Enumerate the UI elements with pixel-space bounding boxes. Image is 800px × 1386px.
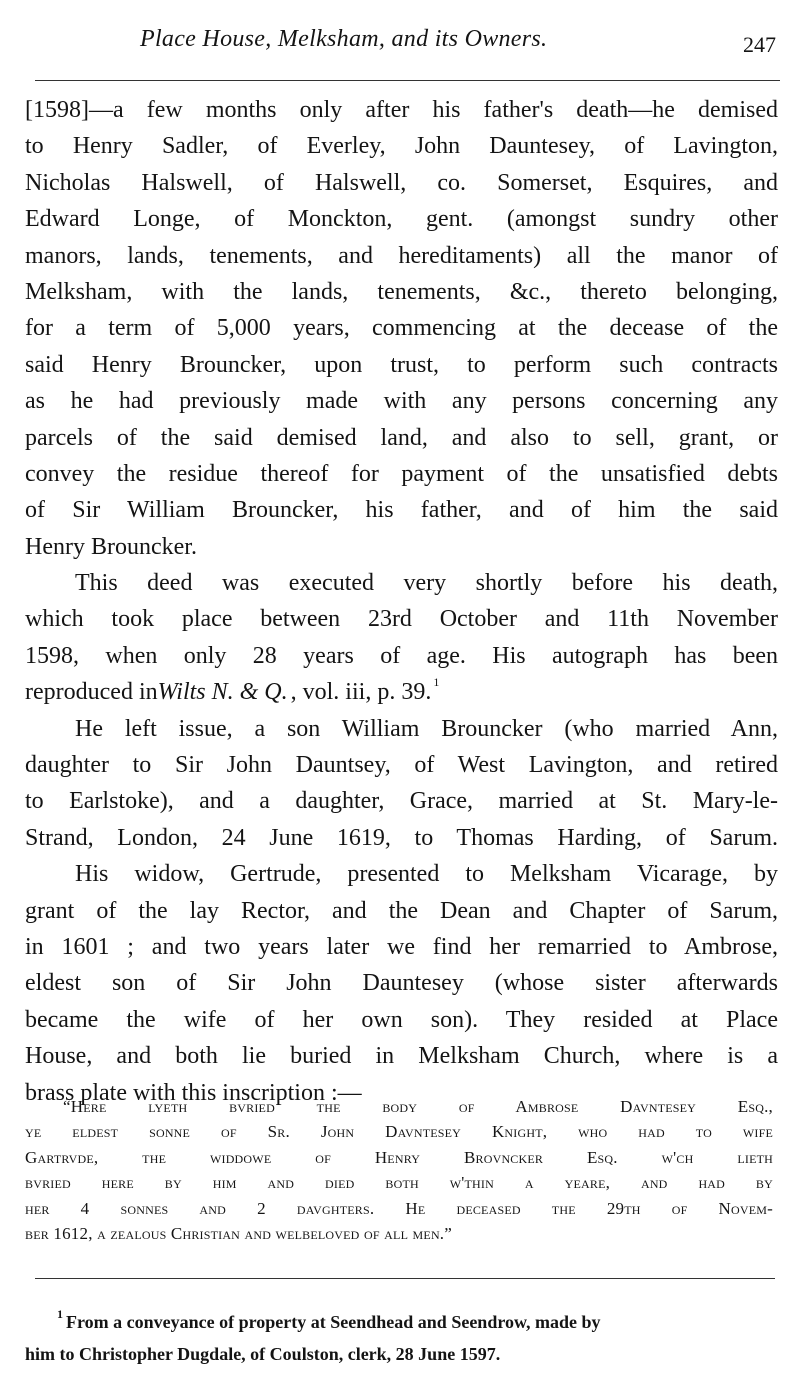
footnote-line xyxy=(25,1306,767,1338)
running-header xyxy=(0,22,800,62)
footnote-rule xyxy=(35,1278,775,1279)
text-line: House, and both lie buried in Melksham Church, where is a xyxy=(25,1043,778,1070)
footnote xyxy=(25,1306,767,1370)
paragraph-1 xyxy=(25,92,778,565)
text-line: Strand, London, 24 June 1619, to Thomas Harding, of Sarum. xyxy=(25,824,778,851)
text-line: This deed was executed very shortly before his death, xyxy=(75,570,778,597)
text-line: to Earlstoke), and a daughter, Grace, married at St. Mary-le- xyxy=(25,788,778,815)
text-line: Henry Brouncker. xyxy=(25,533,197,560)
text-line: brass plate with this inscription :— xyxy=(25,1079,362,1106)
text-line: convey the residue thereof for payment of the unsatisfied debts xyxy=(25,460,778,487)
text-line: 1598, when only 28 years of age. His autograph has been xyxy=(25,642,778,669)
body-text xyxy=(25,92,778,1111)
inscription-line: “Here lyeth bvried the body of Ambrose Davntesey Esq., xyxy=(63,1097,773,1116)
text-line: became the wife of her own son). They resided at Place xyxy=(25,1006,778,1033)
text-line: for a term of 5,000 years, commencing at the decease of the xyxy=(25,315,778,342)
paragraph-2 xyxy=(25,565,778,711)
running-title: Place House, Melksham, and its Owners. xyxy=(140,26,548,52)
inscription-line: bvried here by him and died both w'thin a yeare, and had by xyxy=(25,1173,773,1193)
inscription-line: her 4 sonnes and 2 davghters. He deceased the 29th of Novem- xyxy=(25,1198,773,1218)
footnote-line: him to Christopher Dugdale, of Coulston, clerk, 28 June 1597. xyxy=(25,1344,501,1364)
text-line: parcels of the said demised land, and also to sell, grant, or xyxy=(25,424,778,451)
text-line: of Sir William Brouncker, his father, and of him the said xyxy=(25,497,778,524)
text-line-with-citation xyxy=(25,674,778,710)
text-line: His widow, Gertrude, presented to Melksham Vicarage, by xyxy=(75,861,778,888)
journal-title: Wilts N. & Q. xyxy=(157,679,288,706)
text-line: grant of the lay Rector, and the Dean and Chapter of Sarum, xyxy=(25,897,778,924)
text-line: said Henry Brouncker, upon trust, to perform such contracts xyxy=(25,351,778,378)
header-rule xyxy=(35,80,780,81)
text-line: Melksham, with the lands, tenements, &c., thereto belonging, xyxy=(25,278,778,305)
text-line: eldest son of Sir John Dauntesey (whose sister afterwards xyxy=(25,970,778,997)
inscription-quote xyxy=(25,1094,773,1246)
text-line: Edward Longe, of Monckton, gent. (amongst sundry other xyxy=(25,206,778,233)
text-segment: , vol. iii, p. 39. xyxy=(290,679,432,706)
inscription-line: Gartrvde, the widdowe of Henry Brovncker Esq. w'ch lieth xyxy=(25,1147,773,1167)
text-line: daughter to Sir John Dauntsey, of West Lavington, and retired xyxy=(25,752,778,779)
text-line: in 1601 ; and two years later we find her remarried to Ambrose, xyxy=(25,933,778,960)
text-line: He left issue, a son William Brouncker (who married Ann, xyxy=(75,715,778,742)
page-number: 247 xyxy=(743,32,776,57)
paragraph-4 xyxy=(25,856,778,1111)
text-line: which took place between 23rd October and 11th November xyxy=(25,606,778,633)
footnote-text: From a conveyance of property at Seendhead and Seendrow, made by xyxy=(66,1312,601,1332)
inscription-line: ye eldest sonne of Sr. John Davntesey Knight, who had to wife xyxy=(25,1122,773,1142)
text-segment: reproduced in xyxy=(25,679,158,706)
paragraph-3 xyxy=(25,711,778,857)
footnote-marker: 1 xyxy=(57,1307,63,1321)
inscription-line: ber 1612, a zealous Christian and welbeloved of all men.” xyxy=(25,1223,453,1243)
text-line: [1598]—a few months only after his father's death—he demised xyxy=(25,97,778,123)
footnote-ref[interactable]: 1 xyxy=(433,675,440,690)
text-line: Nicholas Halswell, of Halswell, co. Somerset, Esquires, and xyxy=(25,169,778,196)
text-line: as he had previously made with any persons concerning any xyxy=(25,388,778,415)
text-line: manors, lands, tenements, and hereditaments) all the manor of xyxy=(25,242,778,269)
text-line: to Henry Sadler, of Everley, John Dauntesey, of Lavington, xyxy=(25,133,778,160)
